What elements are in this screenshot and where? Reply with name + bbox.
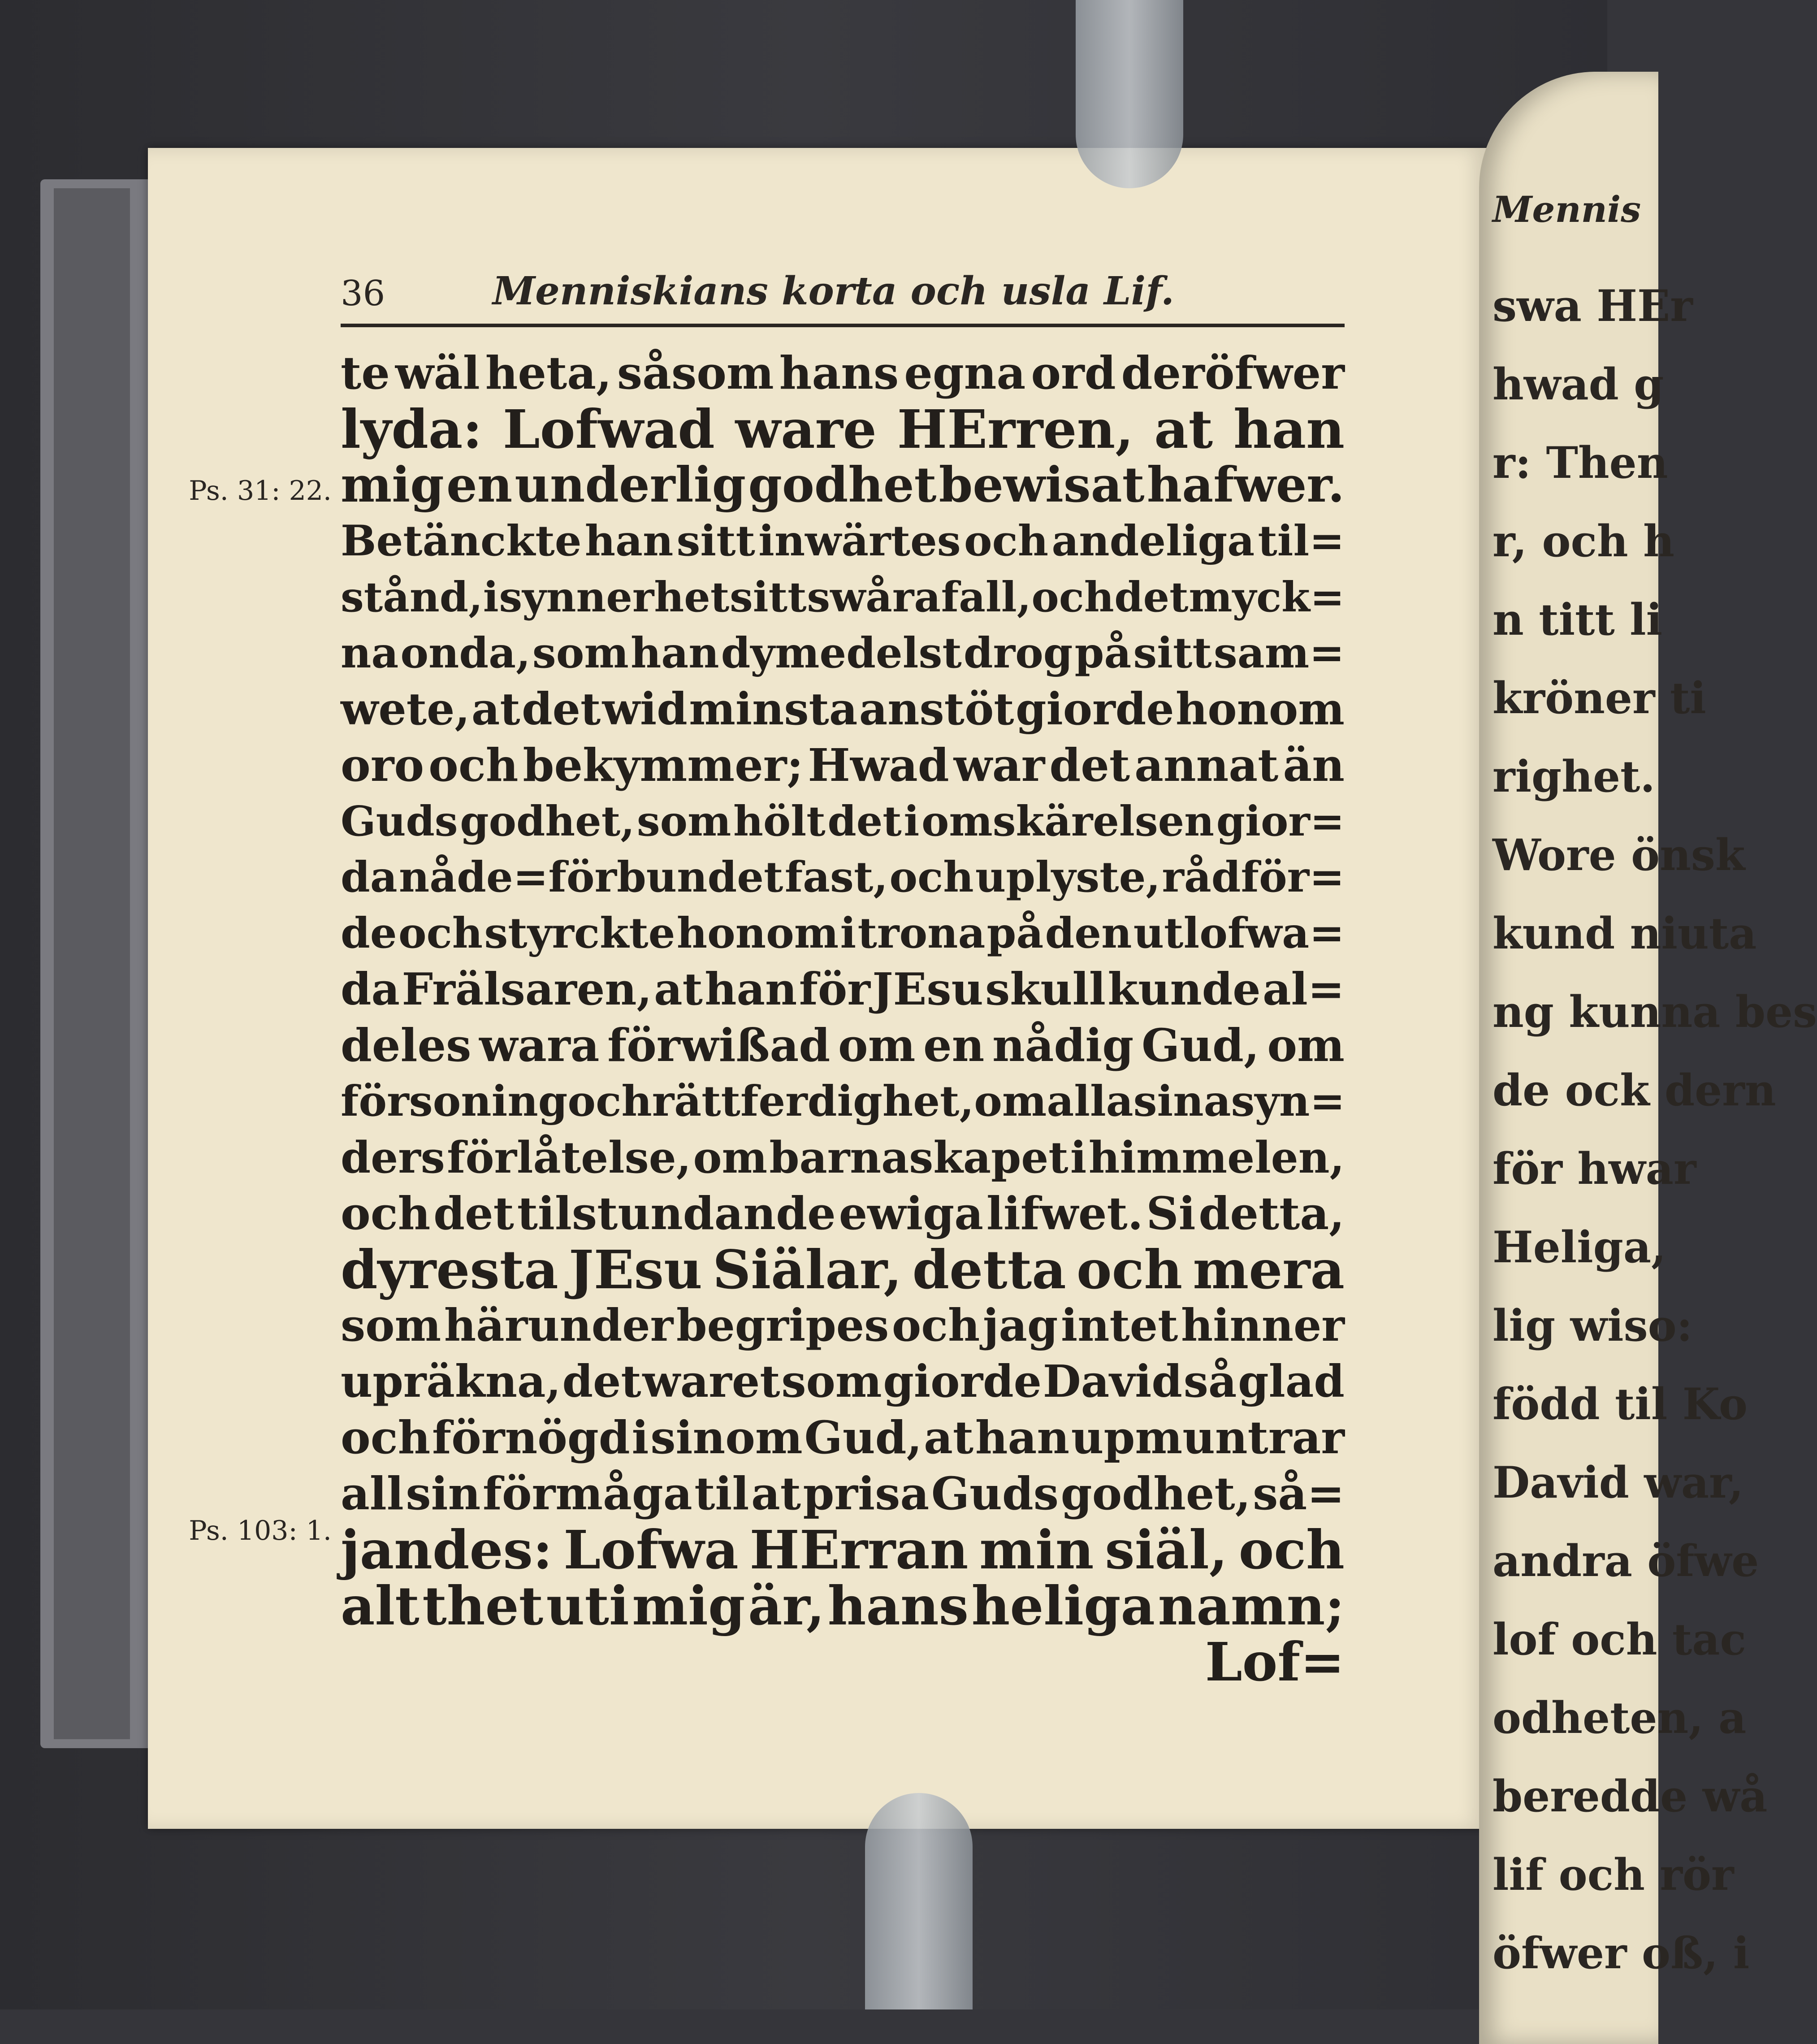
facing-line: lig wiso: [1493, 1300, 1693, 1351]
word: försoning [341, 1077, 568, 1126]
word: så [1183, 1356, 1237, 1407]
word: såsom [617, 346, 774, 399]
word: Guds [931, 1467, 1059, 1520]
facing-line: righet. [1493, 751, 1655, 802]
word: bekymmer; [523, 739, 804, 792]
word: JEsu [568, 1239, 702, 1301]
word: fall, [941, 573, 1031, 621]
text-line [341, 793, 1345, 849]
word: och [1076, 1239, 1183, 1301]
word: dymedelst [721, 628, 962, 678]
word: jag [982, 1300, 1058, 1351]
margin-reference: Ps. 31: 22. [189, 475, 332, 507]
header-rule [341, 324, 1345, 327]
word: hölt [733, 797, 826, 845]
word: thet [422, 1575, 544, 1637]
word: rådför= [1162, 853, 1345, 902]
word: hans [827, 1575, 969, 1637]
facing-line: öfwer oß, i [1493, 1928, 1750, 1979]
word: begripes [676, 1300, 889, 1351]
text-line [341, 1519, 1345, 1581]
word: i [904, 797, 920, 845]
word: det [827, 797, 902, 845]
word: godhet, [1060, 1467, 1251, 1520]
word: och [341, 1411, 431, 1464]
word: som [532, 628, 629, 678]
word: så= [1253, 1467, 1345, 1520]
text-line [341, 737, 1345, 793]
facing-line: lif och rör [1493, 1849, 1734, 1900]
word: war [953, 739, 1045, 792]
word: at [751, 1467, 801, 1520]
word: andeliga [1051, 516, 1255, 566]
right-page [1479, 72, 1817, 2044]
word: en [446, 457, 513, 513]
text-line [341, 398, 1345, 460]
word: Lofwad [502, 398, 715, 460]
word: at [654, 964, 703, 1015]
facing-line: andra öfwe [1493, 1536, 1759, 1586]
word: förlåtelse, [447, 1132, 692, 1183]
word: förnögd [432, 1411, 630, 1464]
word: och [1238, 1519, 1345, 1581]
word: til [694, 1467, 749, 1520]
facing-line: beredde wå [1493, 1771, 1768, 1822]
word: anstöt [859, 684, 1014, 735]
word: gior= [1216, 797, 1345, 845]
word: Lofwa [563, 1519, 739, 1581]
word: som [341, 1300, 441, 1351]
word: underlig [515, 457, 746, 513]
word: myck= [1189, 573, 1345, 621]
word: styrckte [484, 909, 675, 958]
word: synnerhet [499, 573, 730, 621]
word: rättferdighet, [652, 1077, 974, 1126]
word: heta, [485, 346, 612, 399]
word: sitt [729, 573, 807, 621]
word: onda, [400, 628, 531, 678]
word: och [1031, 573, 1114, 621]
word: det [433, 1187, 514, 1240]
facing-line: för hwar [1493, 1143, 1696, 1194]
word: är, [748, 1575, 825, 1637]
word: giorde [1016, 684, 1174, 735]
word: i [840, 909, 857, 958]
word: på [1074, 628, 1132, 678]
word: egna [904, 346, 1026, 399]
facing-line: född til Ko [1493, 1379, 1748, 1429]
word: i [632, 1411, 649, 1464]
text-line [341, 961, 1345, 1018]
word: ord [1031, 346, 1116, 399]
word: tilstundande [517, 1187, 836, 1240]
word: och [891, 1300, 980, 1351]
word: och [428, 739, 519, 792]
facing-line: r: Then [1493, 437, 1668, 488]
word: wara [479, 1019, 600, 1072]
word: mig [341, 457, 444, 513]
word: prisa [803, 1467, 930, 1520]
word: uplyste, [975, 853, 1161, 902]
text-line [341, 345, 1345, 401]
word: upmuntrar [1071, 1411, 1345, 1464]
text-line [341, 1354, 1345, 1410]
word: sina [1133, 1077, 1231, 1126]
word: som [781, 1356, 882, 1407]
word: lyda: [341, 398, 482, 460]
facing-line: n titt li [1493, 594, 1663, 645]
word: nåde=förbundet [398, 853, 783, 902]
text-line [341, 849, 1345, 905]
word: Gud, [804, 1411, 922, 1464]
word: deles [341, 1019, 472, 1072]
word: alla [1047, 1077, 1133, 1126]
word: förmåga [482, 1467, 692, 1520]
text-line [341, 1466, 1345, 1522]
word: al= [1263, 964, 1345, 1015]
word: dyresta [341, 1239, 558, 1301]
page-clip-top [1076, 0, 1183, 188]
book-spine [54, 188, 130, 1739]
word: all [341, 1467, 404, 1520]
facing-page-head: Mennis [1493, 188, 1641, 230]
word: om [693, 1132, 768, 1183]
word: godhet [748, 457, 937, 513]
word: godhet, [460, 797, 635, 845]
word: lifwet. [986, 1187, 1143, 1240]
word: at [1154, 398, 1213, 460]
word: och [341, 1187, 431, 1240]
word: sinom [650, 1411, 803, 1464]
word: HErran [749, 1519, 969, 1581]
word: wid [602, 684, 688, 735]
word: glad [1238, 1356, 1345, 1407]
word: skull [985, 964, 1106, 1015]
word: nådig [992, 1019, 1134, 1072]
word: om [838, 1019, 916, 1072]
word: utlofwa= [1133, 909, 1345, 958]
word: David [1043, 1356, 1182, 1407]
text-line [341, 1575, 1345, 1637]
word: siäl, [1105, 1519, 1228, 1581]
body-text [341, 345, 1345, 1693]
word: trona [857, 909, 986, 958]
facing-line: swa HEr [1493, 281, 1693, 331]
word: om [1267, 1019, 1345, 1072]
word: han [630, 628, 719, 678]
word: omskärelsen [921, 797, 1215, 845]
word: jandes: [341, 1519, 553, 1581]
word: waret [642, 1356, 780, 1407]
word: Guds [341, 797, 458, 845]
word: det [562, 1356, 641, 1407]
word: swåra [807, 573, 941, 621]
word: wete, [341, 684, 470, 735]
facing-line: hwad g [1493, 359, 1664, 410]
word: mig [632, 1575, 745, 1637]
word: da [341, 853, 398, 902]
text-line [341, 1410, 1345, 1466]
word: detta, [1198, 1187, 1345, 1240]
word: Hwad [808, 739, 949, 792]
word: Frälsaren, [402, 964, 652, 1015]
page-number: 36 [341, 273, 385, 314]
word: alt [341, 1575, 420, 1637]
word: na [341, 628, 399, 678]
text-line [341, 1239, 1345, 1301]
text-line [341, 1186, 1345, 1242]
word: de [341, 909, 397, 958]
word: intet [1061, 1300, 1178, 1351]
word: at [924, 1411, 974, 1464]
facing-line: Heliga, [1493, 1222, 1666, 1273]
word: HErren, [897, 398, 1134, 460]
word: heliga [971, 1575, 1155, 1637]
word: da [341, 964, 400, 1015]
word: mera [1193, 1239, 1345, 1301]
word: hinner [1181, 1300, 1345, 1351]
word: han [1233, 398, 1345, 460]
word: barnaskapet [769, 1132, 1069, 1183]
word: JEsu [872, 964, 983, 1015]
word: fast, [784, 853, 888, 902]
word: i [483, 573, 499, 621]
word: min [979, 1519, 1094, 1581]
word: inwärtes [758, 516, 961, 566]
text-line [341, 1074, 1345, 1130]
facing-line: odheten, a [1493, 1693, 1747, 1743]
text-line [341, 681, 1345, 737]
word: te [341, 346, 390, 399]
text-line [341, 457, 1345, 513]
facing-line: Wore önsk [1493, 830, 1745, 880]
text-line [341, 513, 1345, 569]
text-line [341, 905, 1345, 961]
word: at [471, 684, 520, 735]
facing-line: lof och tac [1493, 1614, 1746, 1665]
word: om [974, 1077, 1047, 1126]
word: oro [341, 739, 424, 792]
word: på [986, 909, 1044, 958]
word: det [1049, 739, 1130, 792]
word: förwißad [607, 1019, 831, 1072]
word: Siälar, [713, 1239, 902, 1301]
word: hans [779, 346, 899, 399]
running-head [341, 264, 1345, 314]
word: sitt [676, 516, 755, 566]
word: til= [1258, 516, 1345, 566]
facing-line: r, och h [1493, 516, 1674, 567]
word: ware [735, 398, 877, 460]
word: kunde [1108, 964, 1261, 1015]
text-line [341, 625, 1345, 681]
word: som [636, 797, 731, 845]
text-line [341, 1298, 1345, 1354]
word: bewisat [939, 457, 1145, 513]
word: det [522, 684, 601, 735]
facing-page-text [1493, 170, 1817, 1992]
word: ewiga [839, 1187, 983, 1240]
word: deröfwer [1121, 346, 1345, 399]
word: och [964, 516, 1049, 566]
word: namn; [1158, 1575, 1345, 1637]
word: det [1114, 573, 1189, 621]
word: han [584, 516, 674, 566]
text-line [341, 1130, 1345, 1186]
word: wäl [395, 346, 480, 399]
word: minsta [689, 684, 858, 735]
text-line [341, 569, 1345, 625]
running-title: Menniskians korta och usla Lif. [492, 268, 1174, 314]
word: syn= [1231, 1077, 1345, 1126]
text-line [341, 1018, 1345, 1074]
word: sam= [1213, 628, 1345, 678]
word: han [705, 964, 797, 1015]
word: drog [963, 628, 1073, 678]
word: Si [1146, 1187, 1196, 1240]
facing-line: ng kunna bes [1493, 987, 1817, 1037]
word: för [799, 964, 870, 1015]
margin-reference: Ps. 103: 1. [189, 1515, 332, 1546]
word: detta [912, 1239, 1066, 1301]
word: honom [1176, 684, 1345, 735]
word: sitt [1133, 628, 1212, 678]
word: han [975, 1411, 1070, 1464]
word: härunder [444, 1300, 674, 1351]
word: och [398, 909, 483, 958]
word: den [1045, 909, 1132, 958]
word: annat [1134, 739, 1279, 792]
word: en [923, 1019, 985, 1072]
word: giorde [883, 1356, 1042, 1407]
word: och [567, 1077, 652, 1126]
word: Gud, [1141, 1019, 1259, 1072]
facing-line: de ock dern [1493, 1065, 1776, 1116]
catchword: Lof= [1205, 1631, 1345, 1693]
word: Betänckte [341, 516, 582, 566]
word: stånd, [341, 573, 483, 621]
page-clip-bottom [865, 1793, 973, 2009]
word: upräkna, [341, 1356, 561, 1407]
word: uti [546, 1575, 629, 1637]
word: ders [341, 1132, 445, 1183]
word: än [1283, 739, 1345, 792]
word: sin [406, 1467, 481, 1520]
word: och [889, 853, 974, 902]
facing-line: kund niuta [1493, 908, 1757, 959]
facing-line: kröner ti [1493, 673, 1706, 723]
facing-line: David war, [1493, 1457, 1744, 1508]
word: i [1070, 1132, 1087, 1183]
word: himmelen, [1088, 1132, 1345, 1183]
word: honom [676, 909, 839, 958]
word: hafwer. [1146, 457, 1345, 513]
